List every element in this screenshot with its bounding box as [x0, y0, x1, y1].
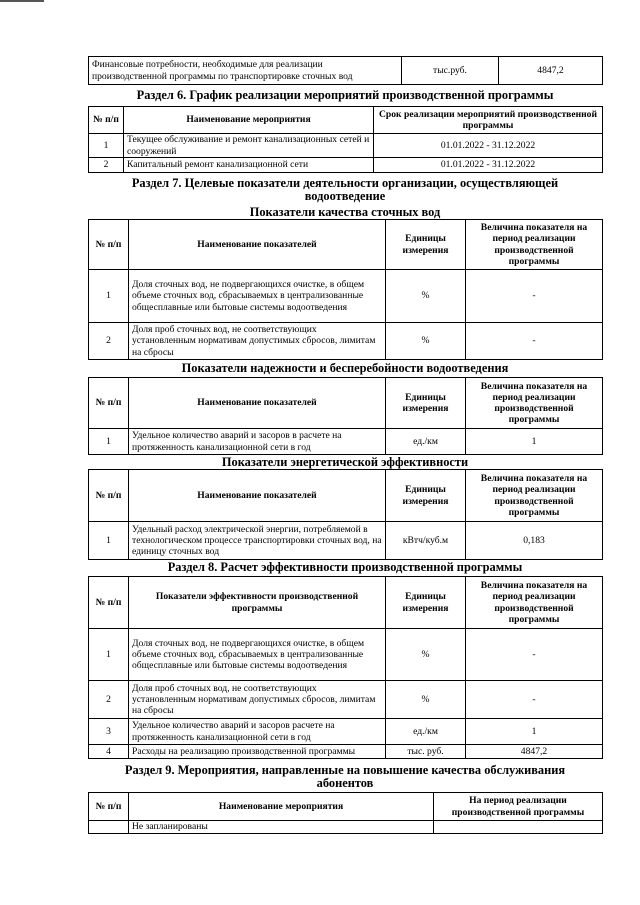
- indicator-unit: ед./км: [386, 429, 466, 455]
- col-header-indicator: Наименование показателей: [129, 220, 386, 270]
- table-row: [89, 134, 603, 158]
- col-header-value: Величина показателя на период реализации производственной программы: [466, 220, 603, 270]
- event-name: Не запланированы: [129, 821, 434, 834]
- col-header-number: № п/п: [89, 378, 129, 429]
- section-6-title: Раздел 6. График реализации мероприятий производственной программы: [136, 88, 554, 102]
- row-number: 1: [89, 270, 129, 323]
- section-9-title: Раздел 9. Мероприятия, направленные на повышение качества обслуживания абонентов: [124, 763, 566, 790]
- table-row: [89, 429, 603, 455]
- indicator-name: Доля проб сточных вод, не соответствующих установленным нормативам допустимых сбросов, лимитам на сбросы: [129, 323, 386, 360]
- energy-table: [88, 469, 603, 560]
- col-header-event-name: Наименование мероприятия: [124, 107, 374, 134]
- col-header-number: № п/п: [89, 793, 129, 821]
- financial-needs-label: Финансовые потребности, необходимые для реализации производственной программы по транспортировке сточных вод: [89, 57, 402, 85]
- table-row: [89, 681, 603, 719]
- col-header-unit: Единицы измерения: [386, 220, 466, 270]
- indicator-name: Доля проб сточных вод, не соответствующих установленным нормативам допустимых сбросов, лимитам на сбросы: [129, 681, 386, 719]
- indicator-unit: кВтч/куб.м: [386, 522, 466, 560]
- indicator-value: -: [466, 323, 603, 360]
- section-8-table: [88, 576, 603, 759]
- indicator-value: 1: [466, 429, 603, 455]
- table-header-row: [89, 378, 603, 429]
- col-header-number: № п/п: [89, 107, 124, 134]
- row-number: 1: [89, 522, 129, 560]
- section-7-title: Раздел 7. Целевые показатели деятельности организации, осуществляющей водоотведение: [131, 176, 559, 203]
- col-header-event-name: Наименование мероприятия: [129, 793, 434, 821]
- col-header-value: Величина показателя на период реализации производственной программы: [466, 470, 603, 522]
- col-header-value: Величина показателя на период реализации производственной программы: [466, 378, 603, 429]
- col-header-number: № п/п: [89, 220, 129, 270]
- indicator-name: Доля сточных вод, не подвергающихся очистке, в общем объеме сточных вод, сбрасываемых в централизованные общесплавные или бытовые системы водоотведения: [129, 270, 386, 323]
- section-9-table: [88, 792, 603, 834]
- table-header-row: [89, 220, 603, 270]
- col-header-unit: Единицы измерения: [386, 470, 466, 522]
- section-6-table: [88, 106, 603, 173]
- indicator-name: Доля сточных вод, не подвергающихся очистке, в общем объеме сточных вод, сбрасываемых в централизованные общесплавные или бытовые системы водоотведения: [129, 629, 386, 681]
- indicator-unit: тыс. руб.: [386, 745, 466, 759]
- indicator-name: Расходы на реализацию производственной программы: [129, 745, 386, 759]
- table-header-row: [89, 793, 603, 821]
- col-header-value: Величина показателя на период реализации производственной программы: [466, 577, 603, 629]
- table-header-row: [89, 107, 603, 134]
- table-row: [89, 522, 603, 560]
- row-number: 2: [89, 681, 129, 719]
- indicator-unit: %: [386, 270, 466, 323]
- event-deadline: 01.01.2022 - 31.12.2022: [374, 158, 603, 173]
- table-header-row: [89, 470, 603, 522]
- table-header-row: [89, 577, 603, 629]
- table-row: [89, 745, 603, 759]
- col-header-unit: Единицы измерения: [386, 577, 466, 629]
- indicator-unit: ед./км: [386, 719, 466, 745]
- table-row: [89, 821, 603, 834]
- financial-needs-value: 4847,2: [499, 57, 603, 85]
- indicator-unit: %: [386, 323, 466, 360]
- financial-needs-table: [88, 56, 603, 85]
- table-row: [89, 57, 603, 85]
- col-header-number: № п/п: [89, 470, 129, 522]
- indicator-unit: %: [386, 629, 466, 681]
- section-8-title: Раздел 8. Расчет эффективности производственной программы: [167, 560, 523, 574]
- table-row: [89, 719, 603, 745]
- row-number: 3: [89, 719, 129, 745]
- col-header-indicator: Показатели эффективности производственной программы: [129, 577, 386, 629]
- indicator-value: 4847,2: [466, 745, 603, 759]
- row-number: 4: [89, 745, 129, 759]
- event-period: [434, 821, 603, 834]
- reliability-subtitle: Показатели надежности и бесперебойности водоотведения: [181, 361, 509, 375]
- row-number: 1: [89, 134, 124, 158]
- reliability-table: [88, 377, 603, 455]
- row-number: 1: [89, 629, 129, 681]
- indicator-value: -: [466, 270, 603, 323]
- indicator-name: Удельный расход электрической энергии, потребляемой в технологическом процессе транспортировки сточных вод, на единицу сточных вод: [129, 522, 386, 560]
- col-header-indicator: Наименование показателей: [129, 378, 386, 429]
- indicator-value: 0,183: [466, 522, 603, 560]
- indicator-value: 1: [466, 719, 603, 745]
- col-header-indicator: Наименование показателей: [129, 470, 386, 522]
- event-name: Капитальный ремонт канализационной сети: [124, 158, 374, 173]
- col-header-unit: Единицы измерения: [386, 378, 466, 429]
- indicator-name: Удельное количество аварий и засоров в расчете на протяженность канализационной сети в год: [129, 429, 386, 455]
- financial-needs-unit: тыс.руб.: [402, 57, 499, 85]
- col-header-deadline: Срок реализации мероприятий производственной программы: [374, 107, 603, 134]
- row-number: 2: [89, 158, 124, 173]
- indicator-unit: %: [386, 681, 466, 719]
- col-header-period: На период реализации производственной программы: [434, 793, 603, 821]
- event-name: Текущее обслуживание и ремонт канализационных сетей и сооружений: [124, 134, 374, 158]
- table-row: [89, 158, 603, 173]
- scan-mark: [0, 0, 44, 2]
- indicator-value: -: [466, 681, 603, 719]
- quality-table: [88, 219, 603, 360]
- row-number: 2: [89, 323, 129, 360]
- col-header-number: № п/п: [89, 577, 129, 629]
- event-deadline: 01.01.2022 - 31.12.2022: [374, 134, 603, 158]
- quality-subtitle: Показатели качества сточных вод: [249, 205, 441, 219]
- row-number: 1: [89, 429, 129, 455]
- indicator-name: Удельное количество аварий и засоров расчете на протяженность канализационной сети в год: [129, 719, 386, 745]
- table-row: [89, 629, 603, 681]
- table-row: [89, 270, 603, 323]
- indicator-value: -: [466, 629, 603, 681]
- row-number: [89, 821, 129, 834]
- table-row: [89, 323, 603, 360]
- energy-subtitle: Показатели энергетической эффективности: [221, 455, 469, 469]
